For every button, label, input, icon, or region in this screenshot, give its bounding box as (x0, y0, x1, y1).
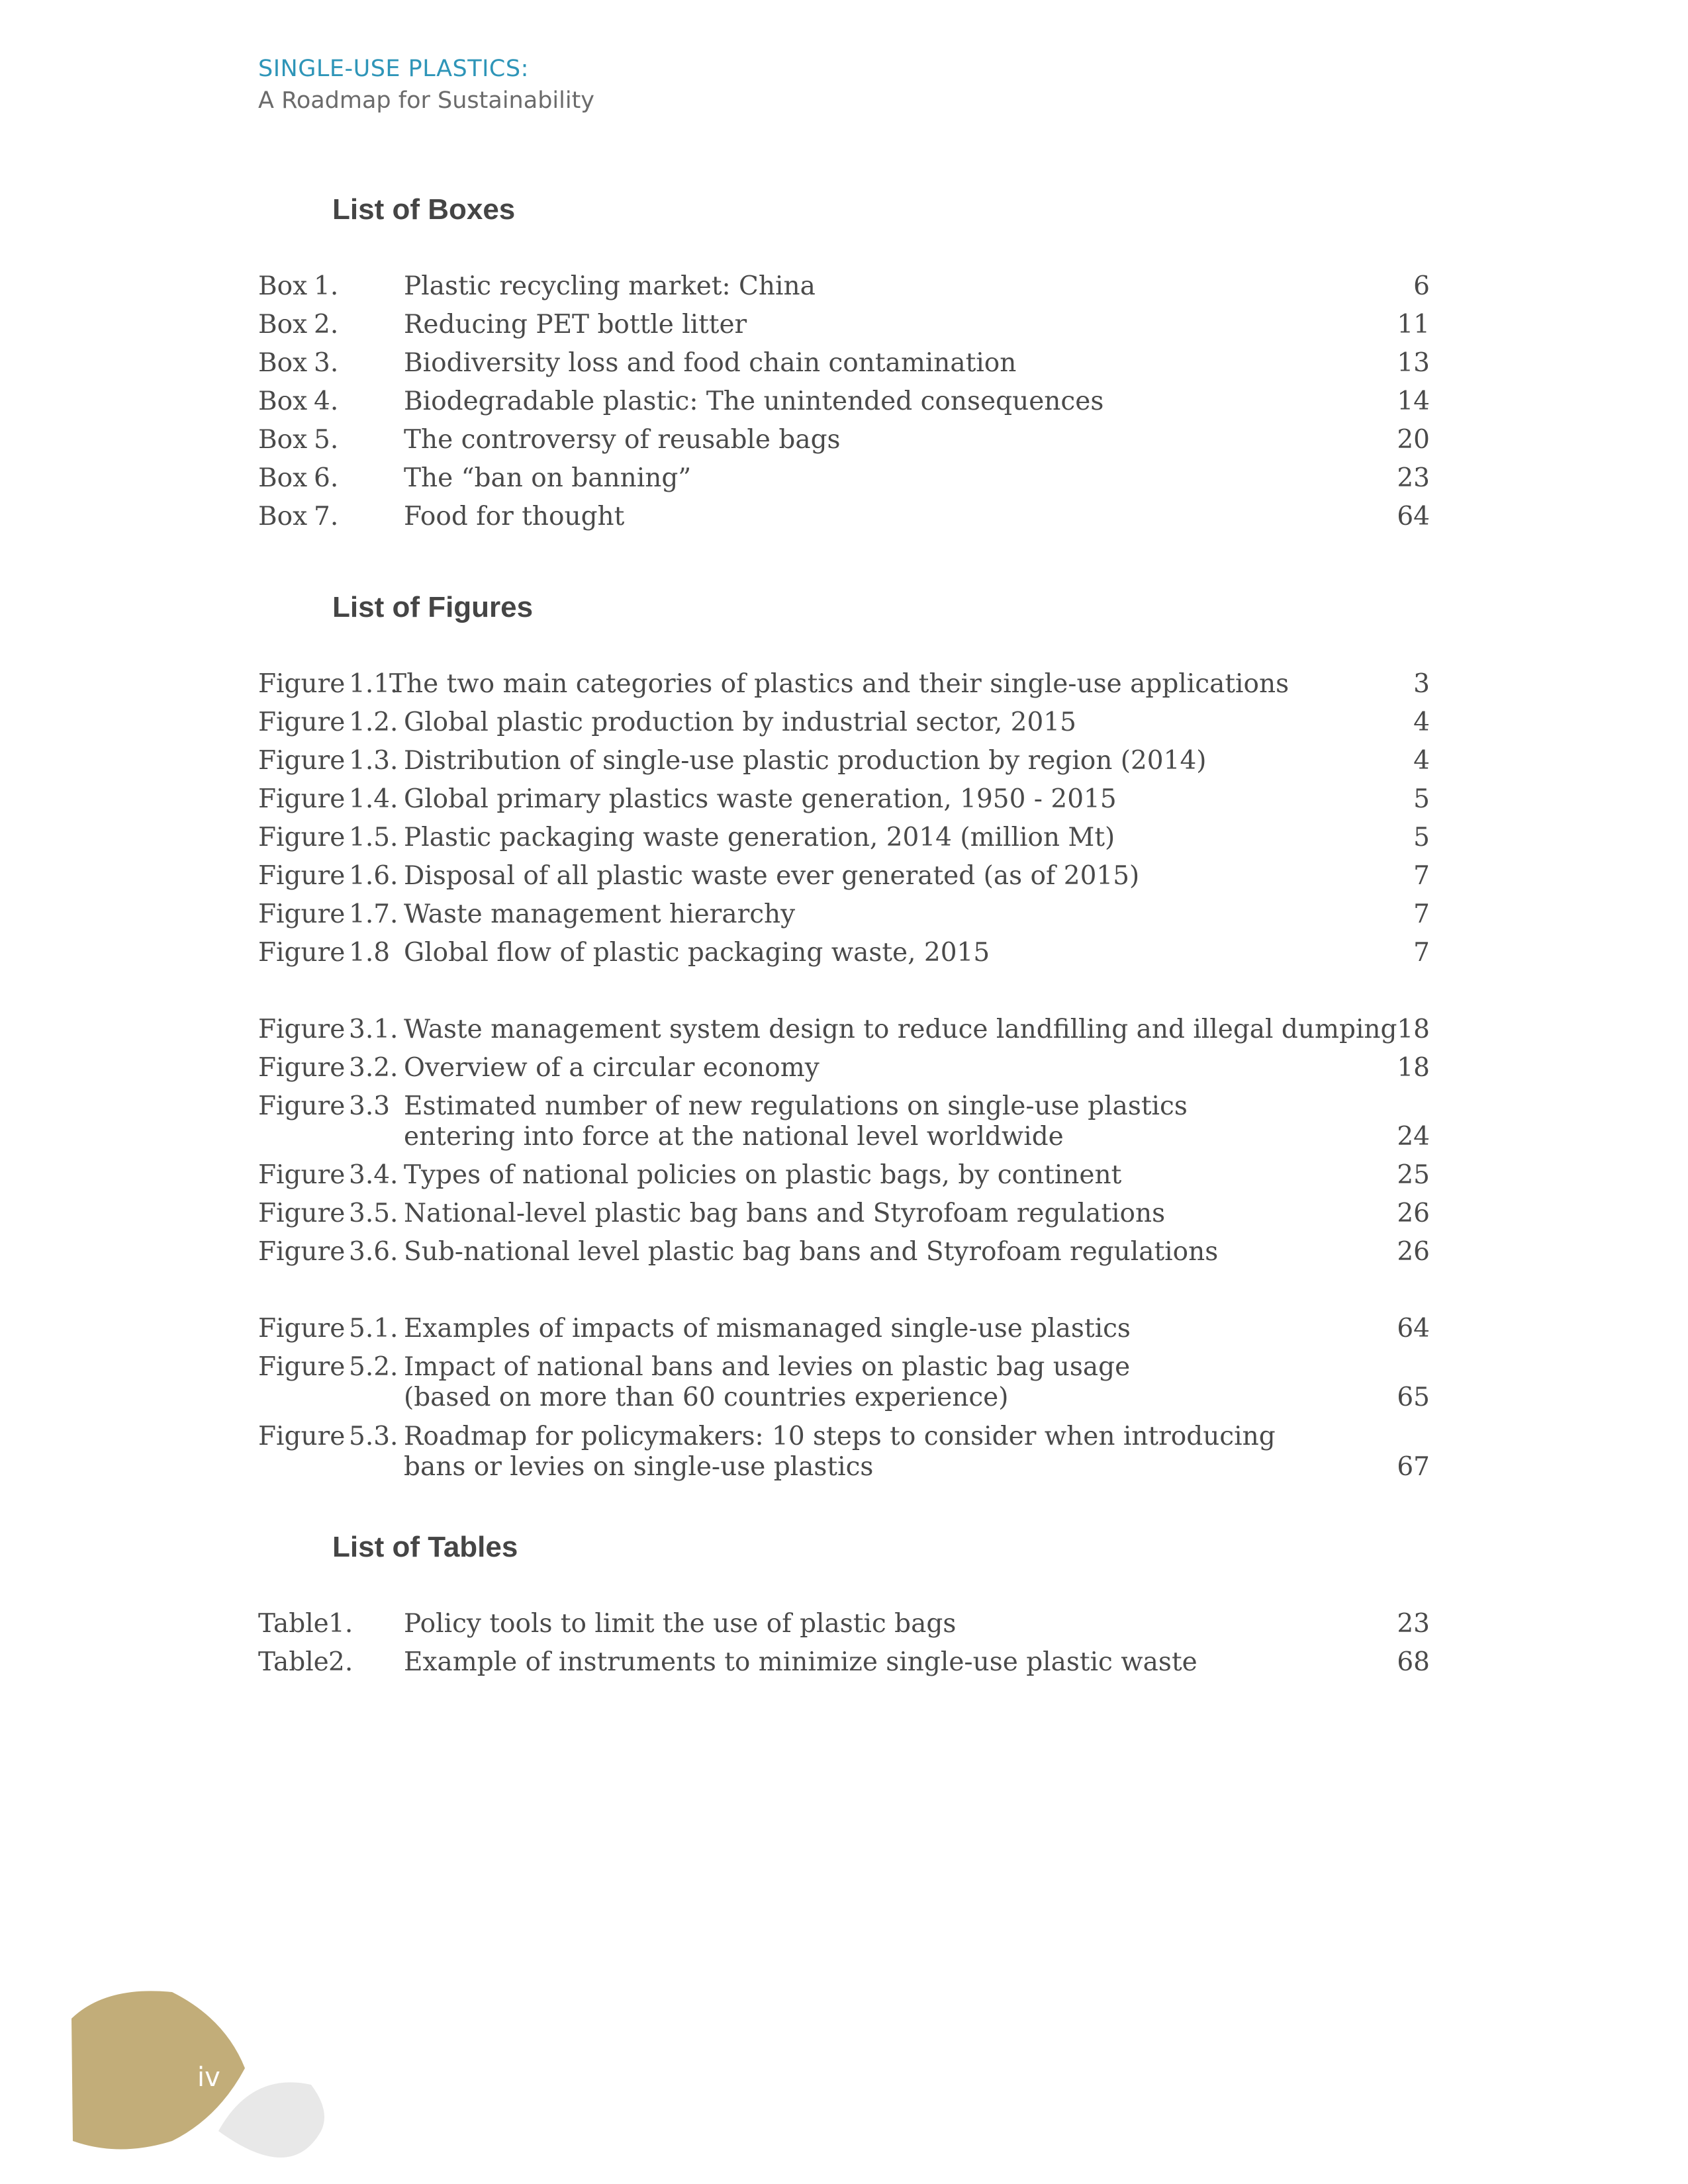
entry-title: Example of instruments to minimize single-use plastic waste (404, 1647, 1197, 1677)
entry-page: 67 (1397, 1452, 1430, 1482)
entry-title: Biodegradable plastic: The unintended consequences (404, 387, 1104, 416)
entry-page: 23 (1397, 463, 1430, 493)
entry-label: Box 7. (258, 502, 339, 531)
entry-title: Reducing PET bottle litter (404, 310, 747, 340)
entry-title: Waste management hierarchy (404, 899, 796, 929)
entry-page: 65 (1397, 1383, 1430, 1412)
entry-page: 7 (1413, 899, 1430, 929)
entry-label: Figure 1.6. (258, 861, 399, 891)
footer-secondary-shape (218, 2082, 324, 2158)
entry-title: Examples of impacts of mismanaged single-use plastics (404, 1314, 1131, 1343)
entry-label: Figure 1.3. (258, 746, 399, 776)
list-of-boxes-heading: List of Boxes (332, 193, 516, 226)
list-of-tables-heading: List of Tables (332, 1531, 518, 1563)
entry-page: 25 (1397, 1160, 1430, 1190)
entry-label: Figure 1.4. (258, 784, 399, 814)
entry-label: Figure 5.1. (258, 1314, 399, 1343)
entry-page: 4 (1413, 707, 1430, 737)
entry-title: The controversy of reusable bags (404, 425, 841, 455)
entry-label: Table2. (258, 1647, 353, 1677)
entry-page: 23 (1397, 1609, 1430, 1639)
entry-label: Figure 3.3 (258, 1091, 391, 1121)
entry-label: Figure 3.2. (258, 1053, 399, 1083)
entry-page: 6 (1413, 271, 1430, 301)
entry-title-continued: bans or levies on single-use plastics (404, 1452, 874, 1482)
entry-label: Box 3. (258, 348, 339, 378)
entry-title: Impact of national bans and levies on plastic bag usage (404, 1352, 1131, 1382)
entry-page: 5 (1413, 823, 1430, 852)
entry-label: Figure 1.1. (258, 669, 399, 699)
entry-label: Box 6. (258, 463, 339, 493)
entry-page: 26 (1397, 1237, 1430, 1267)
entry-page: 64 (1397, 502, 1430, 531)
entry-title: Waste management system design to reduce landfilling and illegal dumping (404, 1015, 1397, 1044)
entry-page: 11 (1397, 310, 1430, 340)
entry-label: Figure 3.4. (258, 1160, 399, 1190)
entry-title: The “ban on banning” (404, 463, 692, 493)
entry-label: Box 1. (258, 271, 339, 301)
entry-page: 7 (1413, 861, 1430, 891)
entry-page: 64 (1397, 1314, 1430, 1343)
page-number: iv (197, 2062, 220, 2093)
entry-label: Figure 3.6. (258, 1237, 399, 1267)
entry-label: Figure 1.2. (258, 707, 399, 737)
entry-label: Figure 3.5. (258, 1199, 399, 1228)
entry-page: 68 (1397, 1647, 1430, 1677)
entry-title: The two main categories of plastics and their single-use applications (389, 669, 1289, 699)
entry-title: Types of national policies on plastic bags, by continent (404, 1160, 1122, 1190)
entry-title: Policy tools to limit the use of plastic bags (404, 1609, 957, 1639)
entry-page: 13 (1397, 348, 1430, 378)
entry-label: Box 5. (258, 425, 339, 455)
entry-title: Distribution of single-use plastic production by region (2014) (404, 746, 1207, 776)
entry-title-continued: (based on more than 60 countries experience) (404, 1383, 1009, 1412)
entry-title: Plastic packaging waste generation, 2014 (million Mt) (404, 823, 1115, 852)
entry-title: Roadmap for policymakers: 10 steps to consider when introducing (404, 1422, 1276, 1451)
entry-page: 4 (1413, 746, 1430, 776)
entry-label: Figure 5.2. (258, 1352, 399, 1382)
entry-title: Overview of a circular economy (404, 1053, 820, 1083)
entry-label: Figure 1.7. (258, 899, 399, 929)
entry-label: Figure 3.1. (258, 1015, 399, 1044)
document-title: SINGLE-USE PLASTICS: (258, 56, 529, 82)
entry-title: Global primary plastics waste generation, 1950 - 2015 (404, 784, 1117, 814)
entry-page: 14 (1397, 387, 1430, 416)
entry-label: Box 2. (258, 310, 339, 340)
document-subtitle: A Roadmap for Sustainability (258, 87, 595, 114)
running-header (258, 53, 594, 116)
entry-title: Global flow of plastic packaging waste, 2015 (404, 938, 990, 968)
entry-label: Box 4. (258, 387, 339, 416)
entry-title: Food for thought (404, 502, 625, 531)
entry-page: 3 (1413, 669, 1430, 699)
entry-page: 7 (1413, 938, 1430, 968)
footer-decoration (0, 1972, 344, 2171)
entry-title-continued: entering into force at the national level worldwide (404, 1122, 1064, 1152)
entry-label: Figure 1.8 (258, 938, 391, 968)
entry-title: Biodiversity loss and food chain contamination (404, 348, 1017, 378)
entry-title: Disposal of all plastic waste ever generated (as of 2015) (404, 861, 1140, 891)
entry-page: 20 (1397, 425, 1430, 455)
entry-page: 5 (1413, 784, 1430, 814)
list-of-figures-heading: List of Figures (332, 591, 534, 623)
entry-label: Table1. (258, 1609, 353, 1639)
entry-title: Sub-national level plastic bag bans and Styrofoam regulations (404, 1237, 1219, 1267)
entry-page: 18 (1397, 1015, 1430, 1044)
entry-title: Plastic recycling market: China (404, 271, 816, 301)
entry-label: Figure 5.3. (258, 1422, 399, 1451)
entry-label: Figure 1.5. (258, 823, 399, 852)
entry-page: 24 (1397, 1122, 1430, 1152)
entry-page: 26 (1397, 1199, 1430, 1228)
entry-title: Global plastic production by industrial sector, 2015 (404, 707, 1076, 737)
entry-title: Estimated number of new regulations on single-use plastics (404, 1091, 1188, 1121)
entry-title: National-level plastic bag bans and Styrofoam regulations (404, 1199, 1166, 1228)
entry-page: 18 (1397, 1053, 1430, 1083)
